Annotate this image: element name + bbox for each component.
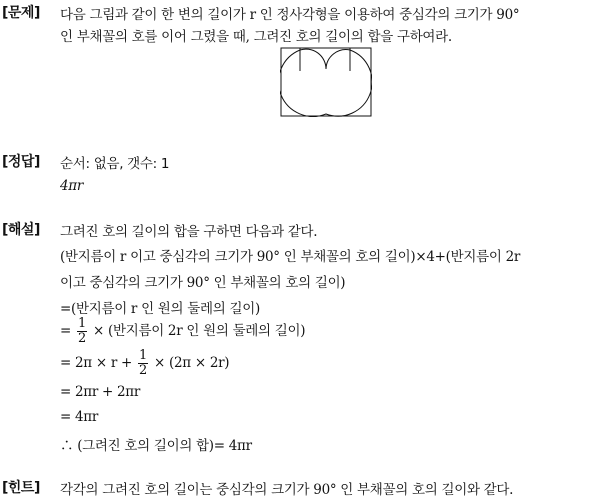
explanation-line-sum: = 2πr + 2πr — [60, 384, 141, 400]
problem-line-2: 인 부채꼴의 호를 이어 그렸을 때, 그려진 호의 길이의 합을 구하여라. — [60, 29, 452, 45]
explanation-tag: [해설] — [2, 222, 40, 238]
explanation-line-3: 이고 중심각의 크기가 90° 인 부채꼴의 호의 길이) — [60, 275, 346, 291]
explanation-half-line-2 — [60, 349, 229, 378]
answer-tag: [정답] — [2, 154, 40, 170]
half-line-2-prefix: = 2π × r + — [60, 355, 133, 371]
explanation-conclusion: ∴ (그려진 호의 길이의 합)= 4πr — [60, 438, 252, 454]
fraction-denominator: 2 — [139, 363, 147, 378]
half-line-1-suffix: × (반지름이 2r 인 원의 둘레의 길이) — [93, 323, 306, 339]
hint-line-1: 각각의 그려진 호의 길이는 중심각의 크기가 90° 인 부채꼴의 호의 길이와 같다. — [60, 482, 514, 498]
fraction-denominator: 2 — [78, 331, 86, 346]
fraction-one-half — [138, 349, 148, 378]
explanation-line-1: 그려진 호의 길이의 합을 구하면 다음과 같다. — [60, 224, 318, 240]
explanation-line-result: = 4πr — [60, 409, 99, 425]
problem-line-1: 다음 그림과 같이 한 변의 길이가 r 인 정사각형을 이용하여 중심각의 크기가 90° — [60, 7, 520, 23]
half-line-2-suffix: × (2π × 2r) — [154, 355, 230, 371]
fraction-numerator: 1 — [78, 316, 86, 331]
fraction-numerator: 1 — [139, 348, 147, 363]
explanation-half-line-1 — [60, 317, 305, 346]
half-line-1-prefix: = — [60, 323, 72, 339]
hint-tag: [힌트] — [2, 480, 40, 496]
square-arc-figure — [280, 47, 372, 117]
problem-tag: [문제] — [2, 5, 40, 21]
explanation-line-4: =(반지름이 r 인 원의 둘레의 길이) — [60, 301, 260, 317]
answer-value: 4πr — [60, 178, 84, 194]
explanation-line-2: (반지름이 r 이고 중심각의 크기가 90° 인 부채꼴의 호의 길이)×4+(반지름이 2r — [60, 249, 521, 265]
fraction-one-half — [77, 317, 87, 346]
answer-line-1: 순서: 없음, 갯수: 1 — [60, 156, 170, 172]
